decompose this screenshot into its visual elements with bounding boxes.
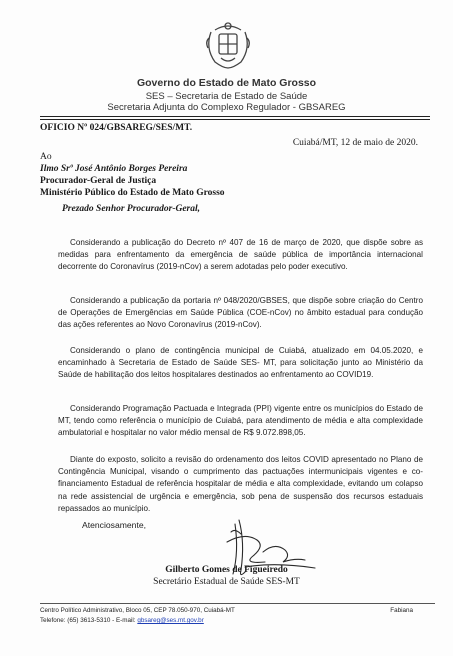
state-coat-of-arms-icon bbox=[203, 18, 253, 70]
addressee-organization: Ministério Público do Estado de Mato Grosso bbox=[40, 188, 225, 198]
body-paragraph: Considerando o plano de contingência municipal de Cuiabá, atualizado em 04.05.2020, e encaminhado à Secretaria de Estado de Saúde SES- MT, para solicitação junto ao Ministério da Saúde de habilitação dos leitos hospitalares destinados ao enfrentamento ao COVID19. bbox=[58, 346, 423, 380]
letterhead-secretaria: SES – Secretaria de Estado de Saúde bbox=[145, 91, 308, 102]
signer-title: Secretário Estadual de Saúde SES-MT bbox=[153, 577, 300, 587]
letterhead-government: Governo do Estado de Mato Grosso bbox=[136, 77, 317, 89]
letterhead-divider bbox=[40, 119, 430, 120]
footer-contact bbox=[40, 617, 204, 624]
signer-name: Gilberto Gomes de Figueiredo bbox=[165, 565, 288, 575]
body-paragraph: Considerando a publicação do Decreto nº 407 de 16 de março de 2020, que dispõe sobre as medidas para enfrentamento da emergência de saúde pública de importância internacional decorrente do Coronavírus (2019-nCov) a serem adotadas pelo poder executivo. bbox=[58, 238, 423, 272]
footer-address: Centro Político Administrativo, Bloco 05, CEP 78.050-970, Cuiabá-MT bbox=[40, 607, 235, 614]
addressee-ao: Ao bbox=[40, 152, 52, 162]
footer-email-link[interactable]: gbsareg@ses.mt.gov.br bbox=[137, 617, 204, 624]
body-paragraph: Considerando a publicação da portaria nº 048/2020/GBSES, que dispõe sobre criação do Centro de Operações de Emergências em Saúde Pública (COE-nCov) no âmbito estadual para condução das ações referentes ao Novo Coronavírus (2019-nCov). bbox=[58, 296, 423, 330]
document-date: Cuiabá/MT, 12 de maio de 2020. bbox=[292, 138, 418, 148]
addressee-name: Ilmo Srº José Antônio Borges Pereira bbox=[40, 164, 188, 174]
body-paragraph: Diante do exposto, solicito a revisão do ordenamento dos leitos COVID apresentado no Plano de Contingência Municipal, visando o cumprimento das pactuações intermunicipais vigentes e co-financiamento Estadual de referência hospitalar de média e alta complexidade, evitando um colapso na rede assistencial de urgência e emergência, sob pena de suspensão dos recursos estaduais repassados ao município. bbox=[58, 455, 423, 513]
body-paragraph: Considerando Programação Pactuada e Integrada (PPI) vigente entre os municípios do Estado de MT, tendo como referência o município de Cuiabá, para atendimento de média e alta complexidade ambulatorial e hospitalar no valor médio mensal de R$ 9.072.898,05. bbox=[58, 404, 423, 438]
closing: Atenciosamente, bbox=[82, 520, 147, 530]
letterhead-divider bbox=[40, 116, 430, 117]
footer-author: Fabiana bbox=[390, 607, 413, 614]
addressee-role: Procurador-Geral de Justiça bbox=[40, 176, 157, 186]
letterhead-adjunta: Secretaria Adjunta do Complexo Regulador - GBSAREG bbox=[107, 102, 346, 113]
footer-phone: Telefone: (65) 3613-5310 - E-mail: bbox=[40, 617, 138, 624]
document-reference: OFICIO Nº 024/GBSAREG/SES/MT. bbox=[40, 123, 193, 133]
salutation: Prezado Senhor Procurador-Geral, bbox=[62, 204, 201, 214]
footer-divider bbox=[40, 603, 435, 604]
